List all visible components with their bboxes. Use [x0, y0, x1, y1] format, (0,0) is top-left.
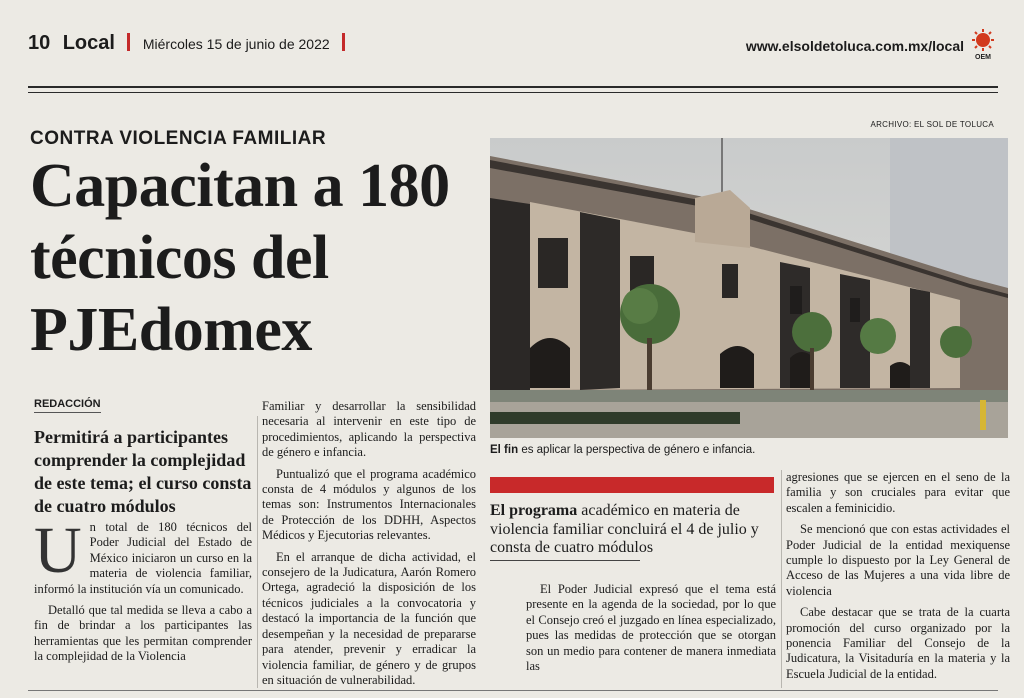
- header-divider: [127, 33, 130, 51]
- article-kicker: CONTRA VIOLENCIA FAMILIAR: [30, 128, 327, 149]
- paragraph: agresiones que se ejercen en el seno de la familia y son cruciales para evitar que escalen a feminicidio.: [786, 470, 1010, 515]
- pull-quote-lead: El programa: [490, 502, 578, 519]
- paragraph: Se mencionó que con estas actividades el Poder Judicial de la entidad mexiquense cumple lo dispuesto por la Ley General de Acceso de las Mujeres a una vida libre de violencia: [786, 522, 1010, 598]
- oem-logo-icon: [968, 28, 998, 60]
- header-rule-thin: [28, 92, 998, 93]
- paragraph: Detalló que tal medida se lleva a cabo a fin de brindar a los participantes las herramientas que les permitan comprender la complejidad de la Violencia: [34, 603, 252, 664]
- pull-quote-text: académico en materia de violencia familiar concluirá el 4 de julio y consta de cuatro módulos: [490, 502, 759, 556]
- photo-credit: ARCHIVO: EL SOL DE TOLUCA: [870, 120, 994, 129]
- page-number: 10: [28, 32, 51, 54]
- article-byline: REDACCIÓN: [34, 398, 101, 413]
- photo-caption: [490, 444, 755, 456]
- header-rule: [28, 86, 998, 88]
- paragraph: Familiar y desarrollar la sensibilidad necesaria al intervenir en este tipo de procedimientos, aplicando la perspectiva de género e infancia.: [262, 399, 476, 460]
- footer-rule: [28, 690, 998, 691]
- column-divider: [257, 416, 258, 688]
- paragraph: El Poder Judicial expresó que el tema está presente en la agenda de la sociedad, por lo que el Consejo creó el juzgado en línea especializado, pues las medidas de protección que se otorgan son un medio para contener de manera inmediata las: [526, 582, 776, 674]
- pull-quote-bar: [490, 477, 774, 493]
- header-divider-end: [342, 33, 345, 51]
- caption-lead: El fin: [490, 444, 519, 456]
- caption-text: es aplicar la perspectiva de género e infancia.: [518, 444, 756, 456]
- page-header: [28, 32, 998, 58]
- section-name: Local: [62, 32, 115, 54]
- logo-text: OEM: [975, 54, 991, 60]
- paragraph: n total de 180 técnicos del Poder Judicial del Estado de México iniciaron un curso en la materia de violencia familiar, informó la institución vía un comunicado.: [34, 520, 252, 596]
- paragraph: Puntualizó que el programa académico consta de 4 módulos y algunos de los temas son: Instrumentos Internacionales de Protección de los DDHH, Aspectos Médicos y Ejecutorias relevantes.: [262, 466, 476, 543]
- issue-date: Miércoles 15 de junio de 2022: [142, 36, 330, 52]
- article-deck: Permitirá a participantes comprender la complejidad de este tema; el curso consta de cuatro módulos: [34, 427, 252, 516]
- text-column-2: [262, 399, 476, 694]
- drop-cap: U: [34, 514, 82, 587]
- text-column-4: [786, 470, 1010, 688]
- article-photo: [490, 138, 1008, 438]
- text-column-3: [526, 582, 776, 680]
- column-divider: [781, 470, 782, 688]
- article-headline: Capacitan a 180 técnicos del PJEdomex: [30, 152, 450, 364]
- building-photo-image: [490, 138, 1008, 438]
- paragraph: En el arranque de dicha actividad, el consejero de la Judicatura, Aarón Romero Ortega, agradeció la disposición de los técnicos judiciales a la convocatoria y destacó la importancia de la función que desempeñan y la necesidad de prepararse para atender, prevenir y erradicar la violencia familiar, de género y de grupos en situación de vulnerabilidad.: [262, 549, 476, 687]
- pull-quote: [490, 502, 774, 558]
- header-left: [28, 32, 353, 55]
- paragraph: Cabe destacar que se trata de la cuarta promoción del curso organizado por la ponencia Familiar del Consejo de la Judicatura, la Visitaduría en la materia y la Escuela Judicial de la entidad.: [786, 605, 1010, 681]
- text-column-1: [34, 514, 252, 671]
- site-url: www.elsoldetoluca.com.mx/local: [745, 38, 964, 54]
- pull-quote-rule: [490, 560, 640, 561]
